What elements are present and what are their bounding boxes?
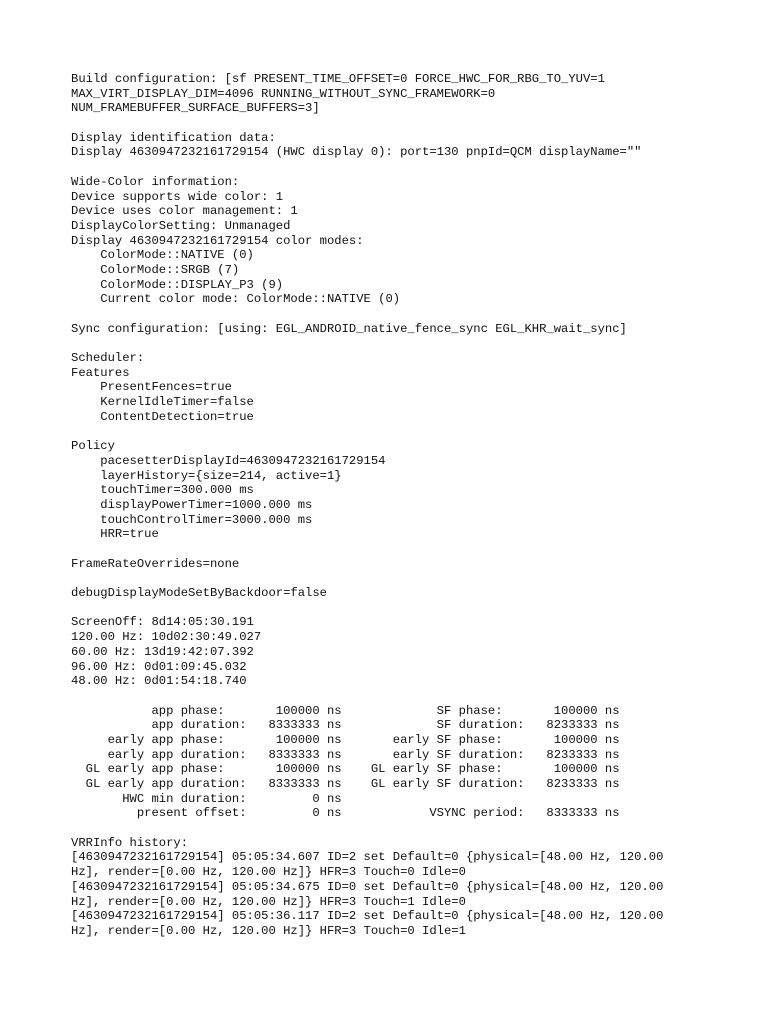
text-line: touchTimer=300.000 ms xyxy=(71,483,254,498)
text-line: [4630947232161729154] 05:05:34.675 ID=0 set Default=0 {physical=[48.00 Hz, 120.00 xyxy=(71,879,664,894)
text-line: PresentFences=true xyxy=(71,380,232,395)
text-line: Device supports wide color: 1 xyxy=(71,189,284,204)
text-line: HWC min duration: 0 ns xyxy=(71,791,342,806)
blank-line xyxy=(71,821,751,836)
text-line: Device uses color management: 1 xyxy=(71,204,298,219)
text-line: Scheduler: xyxy=(71,351,145,366)
text-line: early app phase: 100000 ns early SF phase: 100000 ns xyxy=(71,732,620,747)
text-line: layerHistory={size=214, active=1} xyxy=(71,468,342,483)
text-line: present offset: 0 ns VSYNC period: 8333333 ns xyxy=(71,806,620,821)
blank-line xyxy=(71,689,751,704)
text-line: Policy xyxy=(71,439,115,454)
text-line: 48.00 Hz: 0d01:54:18.740 xyxy=(71,674,247,689)
dumpsys-text-page xyxy=(71,72,751,939)
text-line: displayPowerTimer=1000.000 ms xyxy=(71,497,313,512)
text-line: NUM_FRAMEBUFFER_SURFACE_BUFFERS=3] xyxy=(71,101,320,116)
text-line: debugDisplayModeSetByBackdoor=false xyxy=(71,586,327,601)
text-line: VRRInfo history: xyxy=(71,835,189,850)
blank-line xyxy=(71,160,751,175)
text-line: FrameRateOverrides=none xyxy=(71,556,240,571)
text-line: app duration: 8333333 ns SF duration: 8233333 ns xyxy=(71,718,620,733)
blank-line xyxy=(71,601,751,616)
text-line: Features xyxy=(71,365,130,380)
text-line: pacesetterDisplayId=4630947232161729154 xyxy=(71,453,386,468)
text-line: ColorMode::NATIVE (0) xyxy=(71,248,254,263)
text-line: app phase: 100000 ns SF phase: 100000 ns xyxy=(71,703,620,718)
text-line: Wide-Color information: xyxy=(71,174,240,189)
text-line: GL early app phase: 100000 ns GL early SF phase: 100000 ns xyxy=(71,762,620,777)
text-line: [4630947232161729154] 05:05:34.607 ID=2 set Default=0 {physical=[48.00 Hz, 120.00 xyxy=(71,850,664,865)
text-line: Display 4630947232161729154 (HWC display 0): port=130 pnpId=QCM displayName="" xyxy=(71,145,642,160)
text-line: ColorMode::SRGB (7) xyxy=(71,262,240,277)
text-line: ScreenOff: 8d14:05:30.191 xyxy=(71,615,254,630)
text-line: Hz], render=[0.00 Hz, 120.00 Hz]} HFR=3 Touch=1 Idle=0 xyxy=(71,894,466,909)
blank-line xyxy=(71,307,751,322)
text-line: Hz], render=[0.00 Hz, 120.00 Hz]} HFR=3 Touch=0 Idle=0 xyxy=(71,865,466,880)
text-line: 60.00 Hz: 13d19:42:07.392 xyxy=(71,644,254,659)
text-line: Display identification data: xyxy=(71,130,276,145)
text-line: ContentDetection=true xyxy=(71,409,254,424)
text-line: HRR=true xyxy=(71,527,159,542)
text-line: Current color mode: ColorMode::NATIVE (0) xyxy=(71,292,401,307)
text-line: Sync configuration: [using: EGL_ANDROID_native_fence_sync EGL_KHR_wait_sync] xyxy=(71,321,627,336)
text-line: Display 4630947232161729154 color modes: xyxy=(71,233,364,248)
text-line: DisplayColorSetting: Unmanaged xyxy=(71,218,291,233)
text-line: ColorMode::DISPLAY_P3 (9) xyxy=(71,277,284,292)
blank-line xyxy=(71,542,751,557)
text-line: 96.00 Hz: 0d01:09:45.032 xyxy=(71,659,247,674)
blank-line xyxy=(71,336,751,351)
text-line: touchControlTimer=3000.000 ms xyxy=(71,512,313,527)
text-line: Build configuration: [sf PRESENT_TIME_OFFSET=0 FORCE_HWC_FOR_RBG_TO_YUV=1 xyxy=(71,72,605,86)
blank-line xyxy=(71,116,751,131)
text-line: [4630947232161729154] 05:05:36.117 ID=2 set Default=0 {physical=[48.00 Hz, 120.00 xyxy=(71,909,664,924)
text-line: KernelIdleTimer=false xyxy=(71,395,254,410)
blank-line xyxy=(71,571,751,586)
text-line: 120.00 Hz: 10d02:30:49.027 xyxy=(71,630,262,645)
blank-line xyxy=(71,425,751,440)
text-line: early app duration: 8333333 ns early SF duration: 8233333 ns xyxy=(71,747,620,762)
text-line: GL early app duration: 8333333 ns GL early SF duration: 8233333 ns xyxy=(71,777,620,791)
text-line: Hz], render=[0.00 Hz, 120.00 Hz]} HFR=3 Touch=0 Idle=1 xyxy=(71,923,466,938)
text-line: MAX_VIRT_DISPLAY_DIM=4096 RUNNING_WITHOUT_SYNC_FRAMEWORK=0 xyxy=(71,86,496,101)
